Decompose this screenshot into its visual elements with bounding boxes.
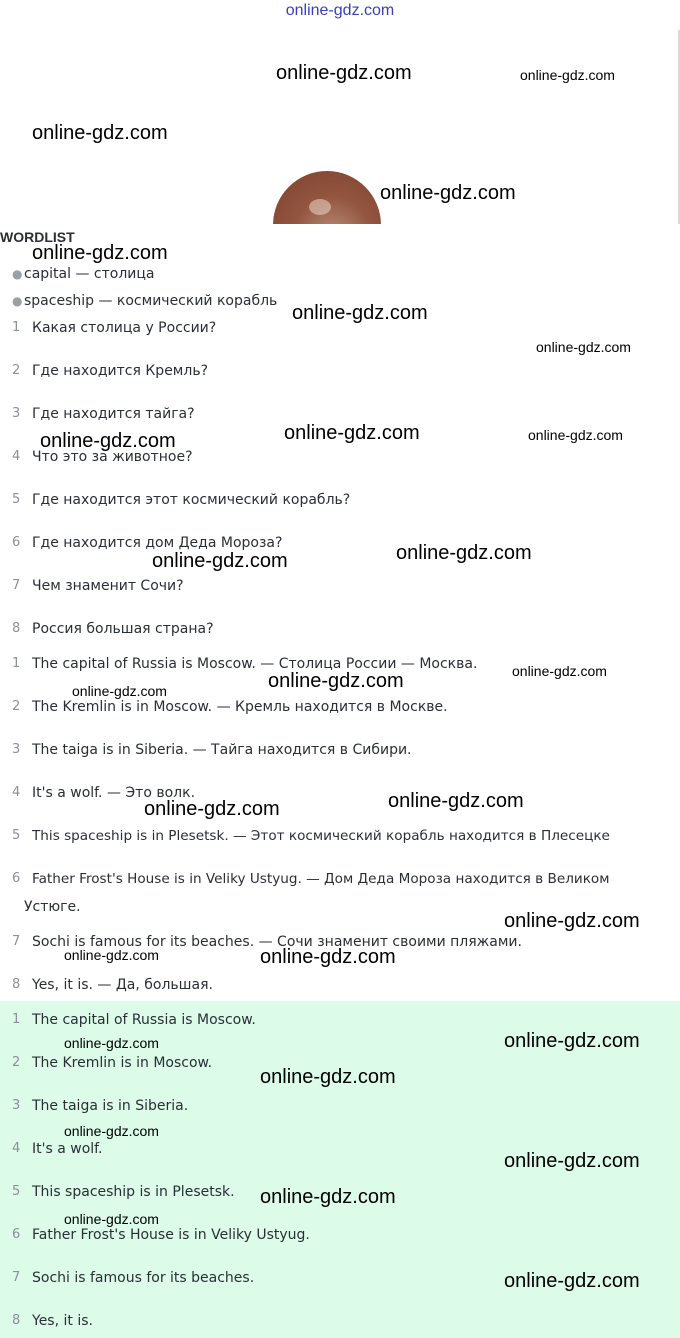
watermark: online-gdz.com [260,1186,396,1208]
watermark: online-gdz.com [512,663,607,679]
watermark: online-gdz.com [520,67,615,83]
watermark: online-gdz.com [260,1066,396,1088]
watermark: online-gdz.com [380,182,516,204]
watermark: online-gdz.com [528,427,623,443]
watermark: online-gdz.com [284,422,420,444]
watermark: online-gdz.com [504,1150,640,1172]
watermark: online-gdz.com [64,1123,159,1139]
watermark: online-gdz.com [536,339,631,355]
watermark: online-gdz.com [504,910,640,932]
watermark: online-gdz.com [72,683,167,699]
watermark: online-gdz.com [64,1035,159,1051]
watermark: online-gdz.com [64,1211,159,1227]
watermark: online-gdz.com [40,430,176,452]
watermark: online-gdz.com [292,302,428,324]
watermark: online-gdz.com [396,542,532,564]
bullet-icon: ● [12,294,23,308]
avatar [273,171,381,224]
watermark: online-gdz.com [388,790,524,812]
bullet-icon: ● [12,267,23,281]
watermark: online-gdz.com [152,550,288,572]
watermark: online-gdz.com [32,242,168,264]
wordlist-title: WORDLIST [0,229,75,245]
watermark: online-gdz.com [32,122,168,144]
wordlist-item: ● spaceship — космический корабль [12,293,278,309]
watermark: online-gdz.com [504,1030,640,1052]
wordlist-item: ● capital — столица [12,266,155,282]
watermark: online-gdz.com [64,947,159,963]
watermark: online-gdz.com [268,670,404,692]
watermark: online-gdz.com [504,1270,640,1292]
watermark: online-gdz.com [144,798,280,820]
watermark: online-gdz.com [260,946,396,968]
site-link[interactable]: online-gdz.com [285,2,395,19]
watermark: online-gdz.com [276,62,412,84]
